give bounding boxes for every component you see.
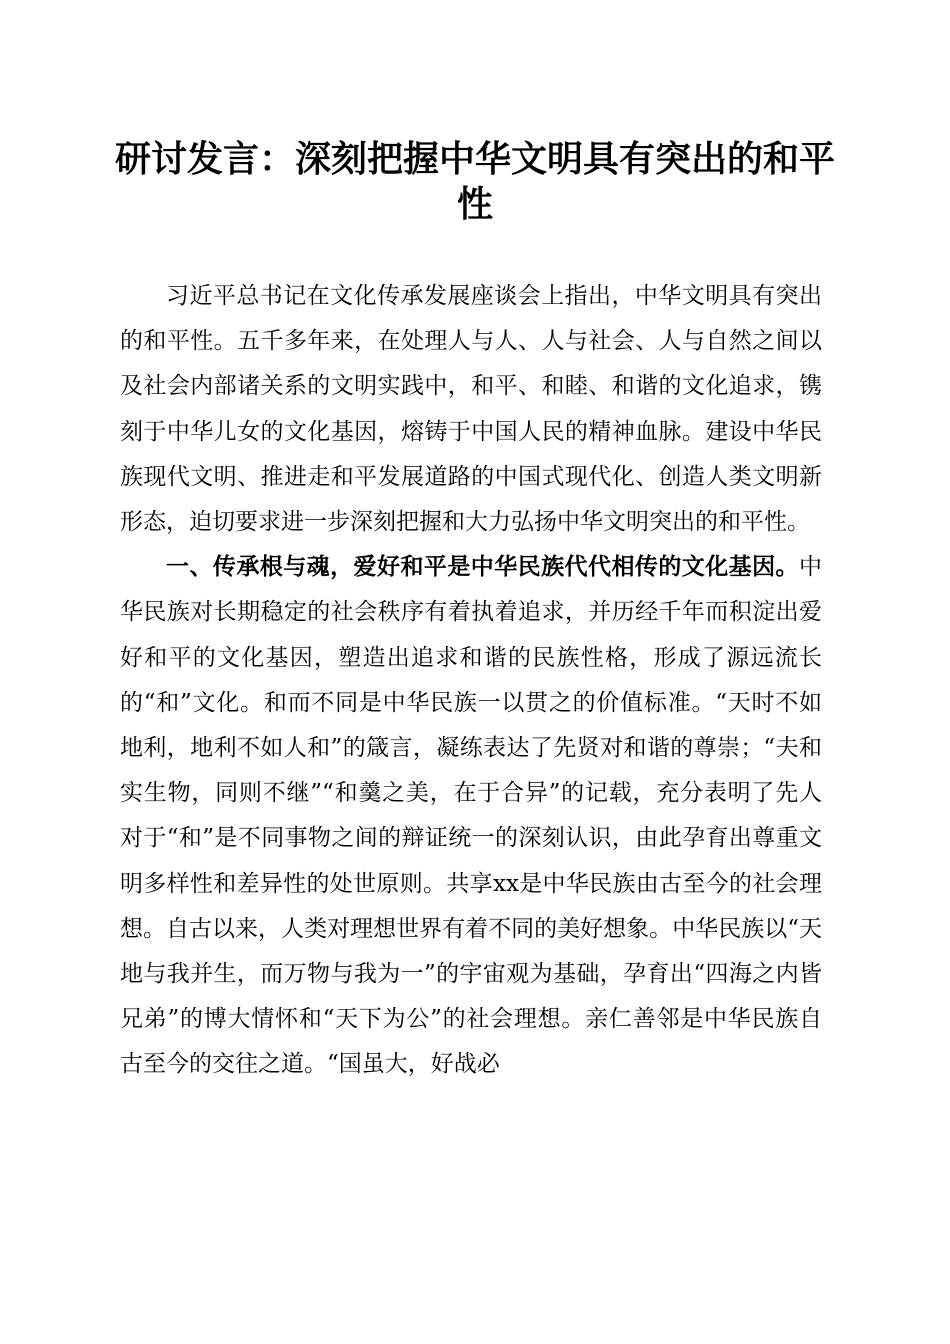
document-title: 研讨发言：深刻把握中华文明具有突出的和平性 (114, 138, 835, 225)
section-one-paragraph (120, 545, 822, 1087)
section-heading: 一、传承根与魂，爱好和平是中华民族代代相传的文化基因。 (166, 554, 799, 581)
paragraph-text: 中华民族对长期稳定的社会秩序有着执着追求，并历经千年而积淀出爱好和平的文化基因，塑造出追求和谐的民族性格，形成了源远流长的“和”文化。和而不同是中华民族一以贯之的价值标准。“天时不如地利，地利不如人和”的箴言，凝练表达了先贤对和谐的尊崇；“夫和实生物，同则不继”“和羹之美，在于合异”的记载，充分表明了先人对于“和”是不同事物之间的辩证统一的深刻认识，由此孕育出尊重文明多样性和差异性的处世原则。共享xx是中华民族由古至今的社会理想。自古以来，人类对理想世界有着不同的美好想象。中华民族以“天地与我并生，而万物与我为一”的宇宙观为基础，孕育出“四海之内皆兄弟”的博大情怀和“天下为公”的社会理想。亲仁善邻是中华民族自古至今的交往之道。“国虽大，好战必 (120, 554, 822, 1078)
document-body (120, 274, 822, 1088)
paragraph-text: 习近平总书记在文化传承发展座谈会上指出，中华文明具有突出的和平性。五千多年来，在处理人与人、人与社会、人与自然之间以及社会内部诸关系的文明实践中，和平、和睦、和谐的文化追求，镌刻于中华儿女的文化基因，熔铸于中国人民的精神血脉。建设中华民族现代文明、推进走和平发展道路的中国式现代化、创造人类文明新形态，迫切要求进一步深刻把握和大力弘扬中华文明突出的和平性。 (120, 283, 822, 536)
intro-paragraph (120, 274, 822, 545)
